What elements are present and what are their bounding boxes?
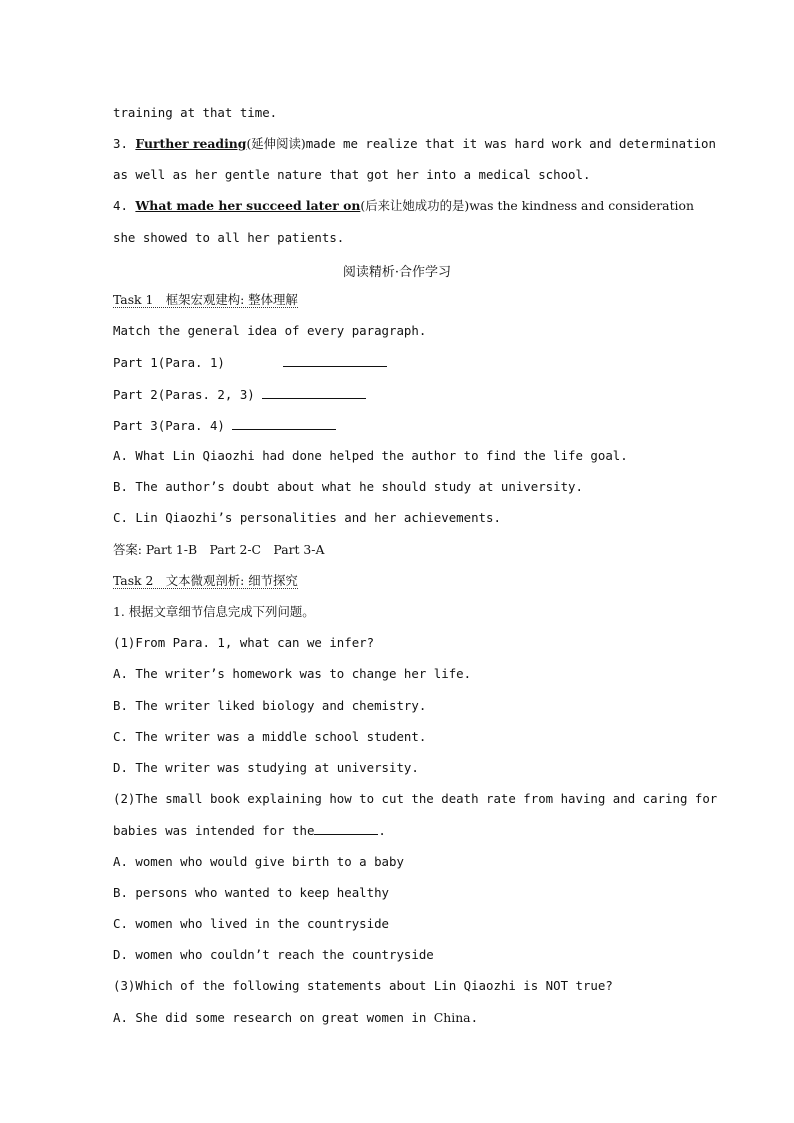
text-line-3 <box>113 136 716 152</box>
q1-option-c: C. The writer was a middle school student. <box>113 729 427 744</box>
period: . <box>470 1010 479 1025</box>
line-text: China <box>433 1010 471 1025</box>
option-b: B. The author’s doubt about what he should study at university. <box>113 479 583 494</box>
q2-option-d: D. women who couldn’t reach the countryside <box>113 947 434 962</box>
line-text: made me realize that it was hard work and determination <box>305 136 716 151</box>
line-text: she showed to all her patients. <box>113 230 345 245</box>
task1-instruction: Match the general idea of every paragraph. <box>113 323 427 338</box>
answer-blank[interactable] <box>314 822 378 835</box>
question-3: (3)Which of the following statements about Lin Qiaozhi is NOT true? <box>113 978 613 993</box>
answer-line: 答案: Part 1-B Part 2-C Part 3-A <box>113 542 325 557</box>
task-title-text: Task 2 文本微观剖析: 细节探究 <box>113 573 298 588</box>
q2-option-b: B. persons who wanted to keep healthy <box>113 885 390 900</box>
task1-title <box>113 292 298 308</box>
line-text: training at that time. <box>113 105 278 120</box>
part3-row <box>113 417 336 434</box>
underlined-phrase: What made her succeed later on <box>135 198 361 213</box>
text-line <box>113 230 344 246</box>
line-text: babies was intended for the <box>113 823 315 838</box>
item-number: 3. <box>113 136 136 151</box>
line-text: as well as her gentle nature that got her into a medical school. <box>113 167 591 182</box>
task-title-text: Task 1 框架宏观建构: 整体理解 <box>113 292 298 307</box>
answer-blank[interactable] <box>283 354 387 367</box>
underlined-phrase: Further reading <box>135 136 247 151</box>
q3-option-a <box>113 1010 478 1026</box>
task2-title <box>113 573 298 589</box>
q2-option-c: C. women who lived in the countryside <box>113 916 390 931</box>
line-text: A. She did some research on great women in <box>113 1010 434 1025</box>
task2-instruction: 1. 根据文章细节信息完成下列问题。 <box>113 604 315 619</box>
q2-option-a: A. women who would give birth to a baby <box>113 854 404 869</box>
text-line-4 <box>113 198 694 214</box>
text-line <box>113 105 277 121</box>
line-text: was the kindness and consideration <box>469 198 694 213</box>
q1-option-a: A. The writer’s homework was to change her life. <box>113 666 472 681</box>
question-2-cont <box>113 822 386 839</box>
option-a: A. What Lin Qiaozhi had done helped the author to find the life goal. <box>113 448 628 463</box>
part-label: Part 1(Para. 1) <box>113 355 225 370</box>
text-line <box>113 167 590 183</box>
item-number: 4. <box>113 198 136 213</box>
part2-row <box>113 386 366 403</box>
period: . <box>378 823 386 838</box>
part-label: Part 3(Para. 4) <box>113 418 233 433</box>
chinese-gloss: (延伸阅读) <box>246 136 306 151</box>
question-2: (2)The small book explaining how to cut the death rate from having and caring for <box>113 791 718 806</box>
section-heading: 阅读精析·合作学习 <box>342 265 452 280</box>
option-c: C. Lin Qiaozhi’s personalities and her achievements. <box>113 510 501 525</box>
part1-row <box>113 354 387 371</box>
answer-blank[interactable] <box>262 386 366 399</box>
answer-blank[interactable] <box>232 417 336 430</box>
part-label: Part 2(Paras. 2, 3) <box>113 387 263 402</box>
chinese-gloss: (后来让她成功的是) <box>360 198 470 213</box>
question-1: (1)From Para. 1, what can we infer? <box>113 635 375 650</box>
q1-option-d: D. The writer was studying at university. <box>113 760 419 775</box>
q1-option-b: B. The writer liked biology and chemistry. <box>113 698 427 713</box>
